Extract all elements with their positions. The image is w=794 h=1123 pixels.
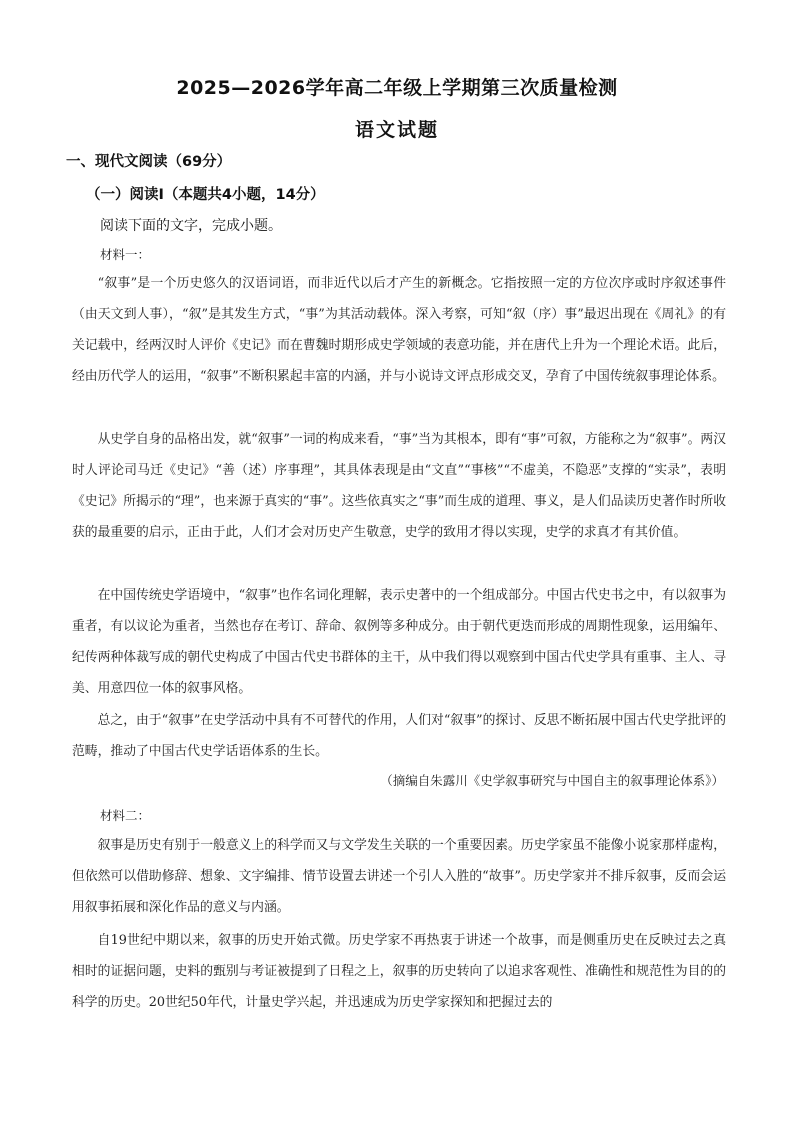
exam-title: 2025—2026学年高二年级上学期第三次质量检测 bbox=[176, 77, 618, 99]
subject-title: 语文试题 bbox=[354, 119, 439, 141]
material-one-paragraph-3: 在中国传统史学语境中，“叙事”也作名词化理解，表示史著中的一个组成部分。中国古代史书之中，有以叙事为重者，有以议论为重者，当然也存在考订、辞命、叙例等多种成分。由于朝代更迭而形成的周期性现象，运用编年、纪传两种体裁写成的朝代史构成了中国古代史书群体的主干，从中我们得以观察到中国古代史学具有重事、主人、寻美、用意四位一体的叙事风格。 bbox=[72, 588, 726, 696]
material-one-paragraph-1: “叙事”是一个历史悠久的汉语词语，而非近代以后才产生的新概念。它指按照一定的方位次序或时序叙述事件（由天文到人事），“叙”是其发生方式，“事”为其活动载体。深入考察，可知“叙（序）事”最迟出现在《周礼》的有关记载中，经两汉时人评价《史记》而在曹魏时期形成史学领域的表意功能，并在唐代上升为一个理论术语。此后，经由历代学人的运用，“叙事”不断积累起丰富的内涵，并与小说诗文评点形成交叉，孕育了中国传统叙事理论体系。 bbox=[72, 276, 726, 384]
material-one-label: 材料一： bbox=[100, 247, 151, 262]
material-two-paragraph-2: 自19世纪中期以来，叙事的历史开始式微。历史学家不再热衷于讲述一个故事，而是侧重历史在反映过去之真相时的证据问题，史料的甄别与考证被提到了日程之上，叙事的历史转向了以追求客观性、准确性和规范性为目的的科学的历史。20世纪50年代，计量史学兴起，并迅速成为历史学家探知和把握过去的 bbox=[72, 933, 726, 1010]
material-one-paragraph-2: 从史学自身的品格出发，就“叙事”一词的构成来看，“事”当为其根本，即有“事”可叙，方能称之为“叙事”。两汉时人评论司马迁《史记》“善（述）序事理”，其具体表现是由“文直”“事核”“不虚美，不隐恶”支撑的“实录”，表明《史记》所揭示的“理”，也来源于真实的“事”。这些依真实之“事”而生成的道理、事义，是人们品读历史著作时所收获的最重要的启示，正由于此，人们才会对历史产生敬意，史学的致用才得以实现，史学的求真才有其价值。 bbox=[72, 432, 726, 540]
instruction-text: 阅读下面的文字，完成小题。 bbox=[100, 218, 282, 234]
sub-section-heading: （一）阅读Ⅰ（本题共4小题，14分） bbox=[86, 187, 325, 203]
material-one-source: （摘编自朱露川《史学叙事研究与中国自主的叙事理论体系》） bbox=[380, 773, 724, 788]
material-one-paragraph-4: 总之，由于“叙事”在史学活动中具有不可替代的作用，人们对“叙事”的探讨、反思不断拓展中国古代史学批评的范畴，推动了中国古代史学话语体系的生长。 bbox=[72, 713, 726, 759]
section-heading: 一、现代文阅读（69分） bbox=[66, 154, 232, 170]
material-two-paragraph-1: 叙事是历史有别于一般意义上的科学而又与文学发生关联的一个重要因素。历史学家虽不能像小说家那样虚构，但依然可以借助修辞、想象、文字编排、情节设置去讲述一个引人入胜的“故事”。历史学家并不排斥叙事，反而会运用叙事拓展和深化作品的意义与内涵。 bbox=[72, 838, 726, 915]
material-two-label: 材料二： bbox=[100, 808, 151, 823]
